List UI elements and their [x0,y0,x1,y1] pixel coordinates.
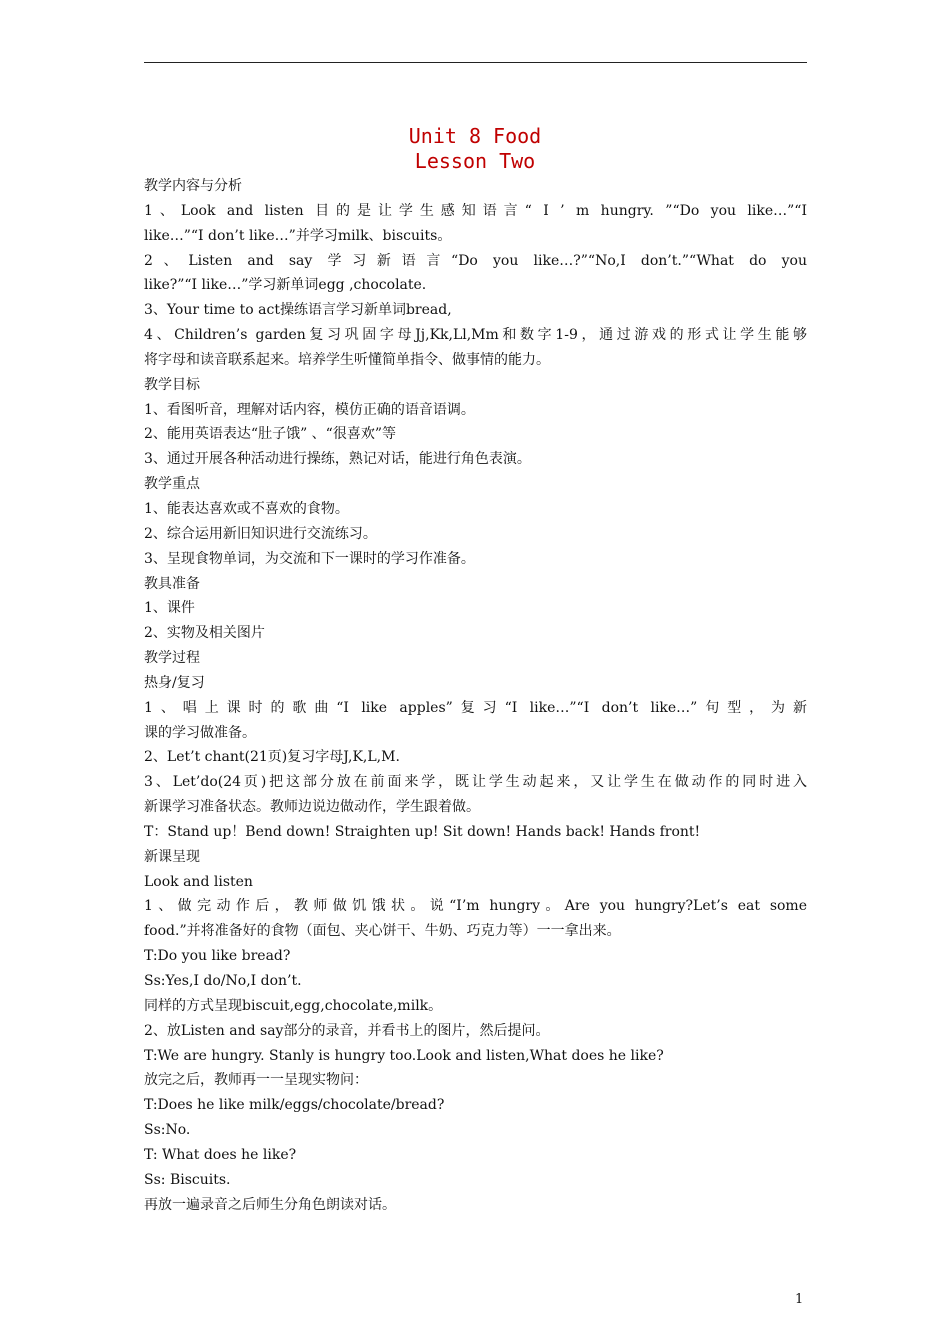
header-rule [144,62,807,63]
page-number: 1 [795,1292,804,1307]
text-line: Ss:Yes,I do/No,I don’t. [144,973,302,989]
text-line: 2、实物及相关图片 [144,625,265,642]
text-line: T: What does he like? [144,1146,297,1163]
text-line: 2、综合运用新旧知识进行交流练习。 [144,525,377,542]
section-heading: 新课呈现 [144,848,200,865]
section-heading: 教学内容与分析 [144,178,242,194]
text-line: 1、唱上课时的歌曲“I like apples”复习“I like…”“I don’t like…”句型，为新 [144,699,807,716]
text-line: like…”“I don’t like…”并学习milk、biscuits。 [144,227,452,244]
text-line: 1、能表达喜欢或不喜欢的食物。 [144,500,349,517]
subsection-heading: Look and listen [144,873,253,890]
section-heading: 教学重点 [144,476,200,493]
text-line: 2、Listen and say 学习新语言“Do you like…?”“No,I don’t.”“What do you [144,252,807,269]
text-line: 3、通过开展各种活动进行操练，熟记对话，能进行角色表演。 [144,451,531,468]
text-line: 1、做完动作后，教师做饥饿状。说“I’m hungry。Are you hungry?Let’s eat some [144,898,807,915]
text-line: T:Do you like bread? [144,948,291,965]
body-text [144,174,807,1217]
text-line: 课的学习做准备。 [144,724,256,741]
text-line: 1、Look and listen 目的是让学生感知语言“ I ’ m hungry. ”“Do you like…”“I [144,202,807,219]
document-subtitle: Lesson Two [414,149,536,173]
text-line: 3、Your time to act操练语言学习新单词bread, [144,302,452,319]
text-line: 1、课件 [144,600,195,617]
text-line: 新课学习准备状态。教师边说边做动作，学生跟着做。 [144,799,480,816]
text-line: 同样的方式呈现biscuit,egg,chocolate,milk。 [144,997,443,1014]
text-line: T:Does he like milk/eggs/chocolate/bread? [144,1097,445,1114]
text-line: 2、能用英语表达“肚子饿” 、“很喜欢”等 [144,426,396,443]
text-line: 放完之后，教师再一一呈现实物问： [144,1072,368,1089]
text-line: Ss: Biscuits. [144,1171,231,1188]
text-line: Ss:No. [144,1122,191,1139]
text-line: 将字母和读音联系起来。培养学生听懂简单指令、做事情的能力。 [144,351,550,368]
text-line: T：Stand up！Bend down! Straighten up! Sit down! Hands back! Hands front! [144,823,701,840]
text-line: food.”并将准备好的食物（面包、夹心饼干、牛奶、巧克力等）一一拿出来。 [144,923,621,940]
text-line: 2、放Listen and say部分的录音，并看书上的图片，然后提问。 [144,1022,550,1039]
text-line: 1、看图听音，理解对话内容，模仿正确的语音语调。 [144,401,475,418]
text-line: 3、呈现食物单词，为交流和下一课时的学习作准备。 [144,550,475,567]
subsection-heading: 热身/复习 [144,674,205,691]
text-line: T:We are hungry. Stanly is hungry too.Look and listen,What does he like? [144,1047,664,1064]
text-line: 2、Let’t chant(21页)复习字母J,K,L,M. [144,749,400,766]
text-line: 再放一遍录音之后师生分角色朗读对话。 [144,1196,396,1213]
text-line: 3、Let’do(24页)把这部分放在前面来学，既让学生动起来，又让学生在做动作的同时进入 [144,774,807,791]
document-title: Unit 8 Food [408,124,542,148]
section-heading: 教具准备 [144,575,200,592]
section-heading: 教学目标 [144,376,200,393]
text-line: like?”“I like…”学习新单词egg ,chocolate. [144,277,427,294]
text-line: 4、Children’s garden复习巩固字母Jj,Kk,Ll,Mm和数字1-9，通过游戏的形式让学生能够 [144,327,807,344]
section-heading: 教学过程 [144,650,200,667]
